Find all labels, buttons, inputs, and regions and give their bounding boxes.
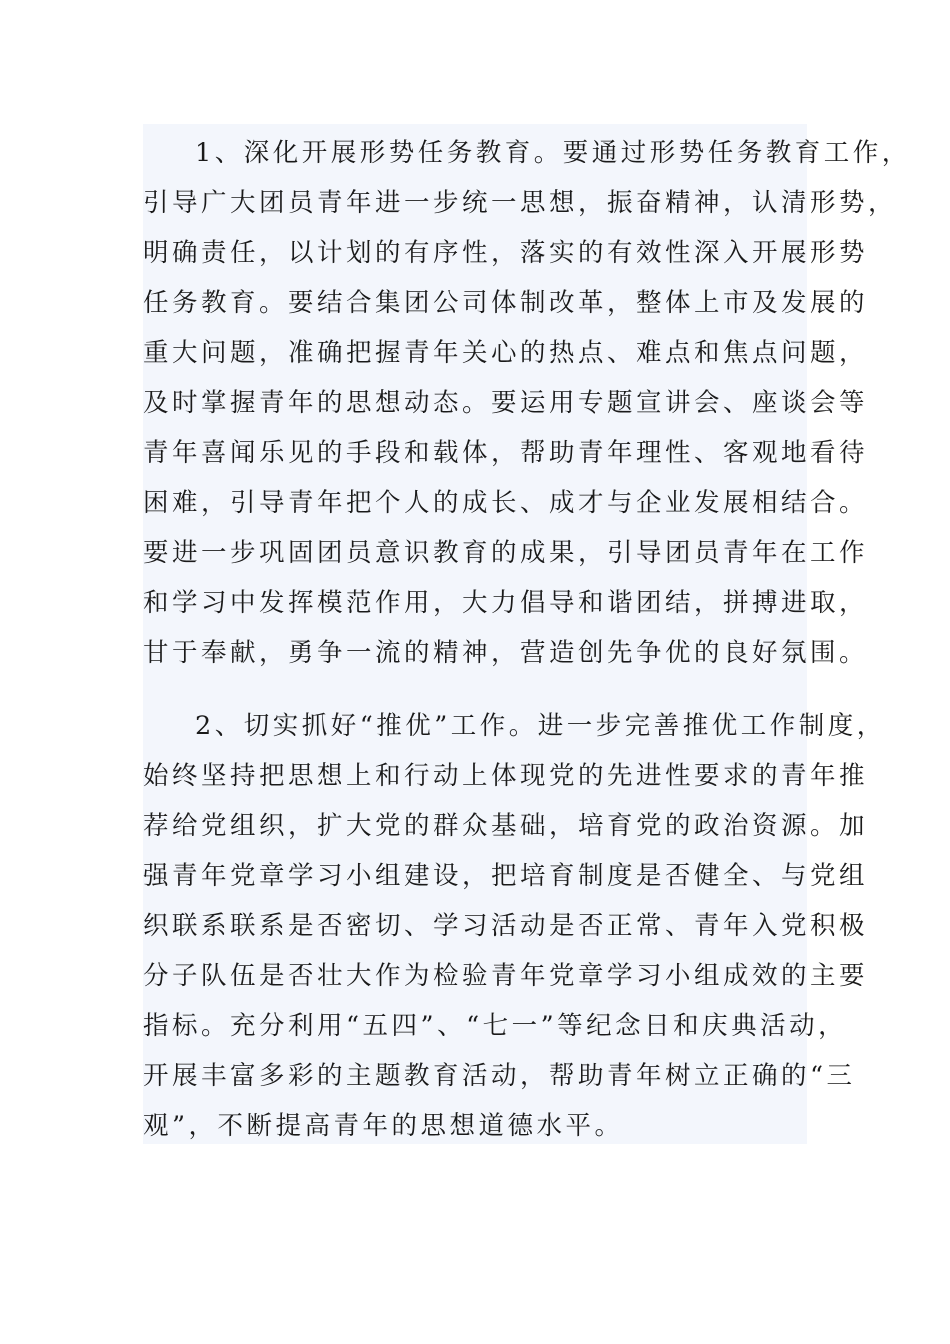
- paragraph-line: 甘于奉献，勇争一流的精神，营造创先争优的良好氛围。: [143, 638, 869, 668]
- paragraph-line: 和学习中发挥模范作用，大力倡导和谐团结，拼搏进取，: [143, 588, 869, 618]
- paragraph-line: 织联系联系是否密切、学习活动是否正常、青年入党积极: [143, 911, 869, 941]
- paragraph-line: 2、切实抓好“推优”工作。进一步完善推优工作制度，: [195, 711, 886, 741]
- paragraph-line: 及时掌握青年的思想动态。要运用专题宣讲会、座谈会等: [143, 388, 869, 418]
- paragraph-line: 要进一步巩固团员意识教育的成果，引导团员青年在工作: [143, 538, 869, 568]
- paragraph-line: 强青年党章学习小组建设，把培育制度是否健全、与党组: [143, 861, 869, 891]
- paragraph-line: 始终坚持把思想上和行动上体现党的先进性要求的青年推: [143, 761, 869, 791]
- paragraph-line: 1、深化开展形势任务教育。要通过形势任务教育工作，: [195, 138, 911, 168]
- paragraph-line: 指标。充分利用“五四”、“七一”等纪念日和庆典活动，: [143, 1011, 848, 1041]
- paragraph-line: 青年喜闻乐见的手段和载体，帮助青年理性、客观地看待: [143, 438, 869, 468]
- paragraph-2: [143, 701, 886, 1151]
- paragraph-line: 观”，不断提高青年的思想道德水平。: [143, 1111, 624, 1141]
- paragraph-line: 开展丰富多彩的主题教育活动，帮助青年树立正确的“三: [143, 1061, 856, 1091]
- paragraph-line: 明确责任，以计划的有序性，落实的有效性深入开展形势: [143, 238, 869, 268]
- paragraph-line: 重大问题，准确把握青年关心的热点、难点和焦点问题，: [143, 338, 869, 368]
- paragraph-line: 引导广大团员青年进一步统一思想，振奋精神，认清形势，: [143, 188, 898, 218]
- paragraph-1: [143, 128, 911, 678]
- paragraph-line: 分子队伍是否壮大作为检验青年党章学习小组成效的主要: [143, 961, 869, 991]
- paragraph-line: 困难，引导青年把个人的成长、成才与企业发展相结合。: [143, 488, 869, 518]
- paragraph-line: 任务教育。要结合集团公司体制改革，整体上市及发展的: [143, 288, 869, 318]
- paragraph-line: 荐给党组织，扩大党的群众基础，培育党的政治资源。加: [143, 811, 869, 841]
